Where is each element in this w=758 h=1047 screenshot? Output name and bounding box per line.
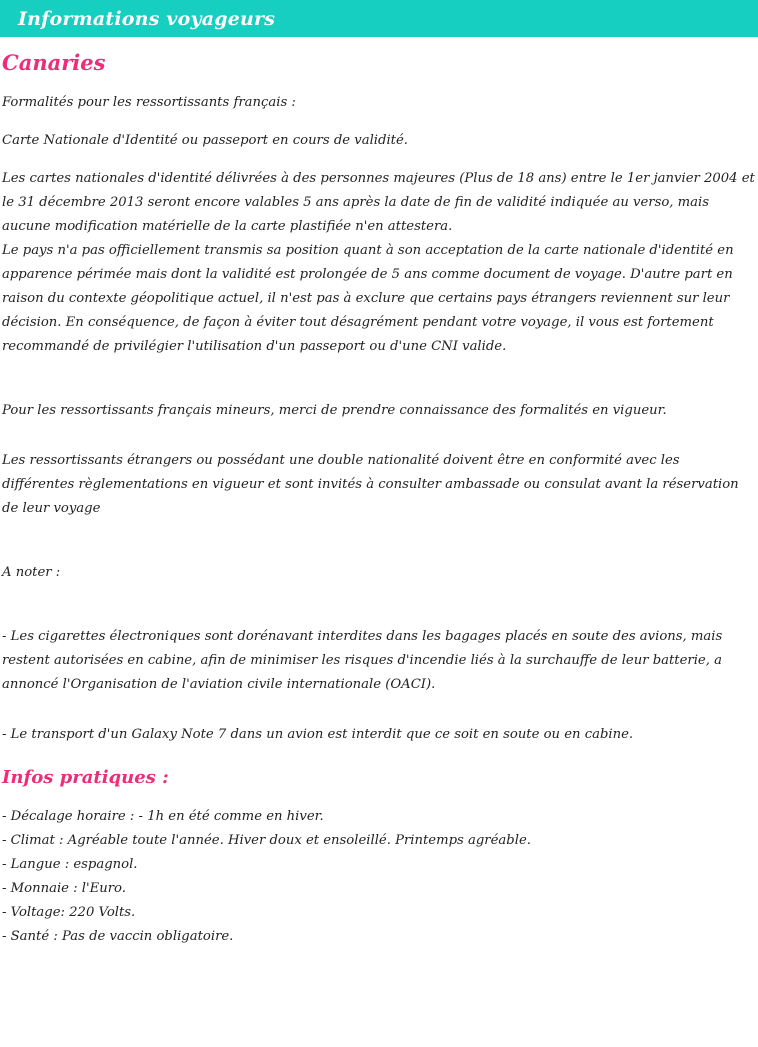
list-item: - Monnaie : l'Euro. <box>2 881 126 896</box>
page-header-title: Informations voyageurs <box>18 7 276 30</box>
practical-info-list <box>2 805 756 949</box>
list-item: - Décalage horaire : - 1h en été comme en hiver. <box>2 809 324 824</box>
formalities-document-line: Carte Nationale d'Identité ou passeport en cours de validité. <box>2 133 408 148</box>
spacer <box>2 521 756 561</box>
spacer <box>2 585 756 625</box>
spacer <box>2 77 756 91</box>
formalities-country-position: Le pays n'a pas officiellement transmis sa position quant à son acceptation de la carte nationale d'identité en apparence périmée mais dont la validité est prolongée de 5 ans comme document de voyage. D'autre part en raison du contexte géopolitique actuel, il n'est pas à exclure que certains pays étrangers reviennent sur leur décision. En conséquence, de façon à éviter tout désagrément pendant votre voyage, il vous est fortement recommandé de privilégier l'utilisation d'un passeport ou d'une CNI valide. <box>2 243 734 354</box>
formalities-foreigners: Les ressortissants étrangers ou possédant une double nationalité doivent être en conformité avec les différentes règlementations en vigueur et sont invités à consulter ambassade ou consulat avant la réservation de leur voyage <box>2 453 739 516</box>
list-item: - Langue : espagnol. <box>2 857 138 872</box>
practical-info-title: Infos pratiques : <box>2 767 169 788</box>
page-content <box>0 49 758 959</box>
note-item: - Les cigarettes électroniques sont dorénavant interdites dans les bagages placés en soute des avions, mais restent autorisées en cabine, afin de minimiser les risques d'incendie liés à la surchauffe de leur batterie, a annoncé l'Organisation de l'aviation civile internationale (OACI). <box>2 629 723 692</box>
list-item: - Voltage: 220 Volts. <box>2 905 136 920</box>
note-item: - Le transport d'un Galaxy Note 7 dans un avion est interdit que ce soit en soute ou en cabine. <box>2 727 634 742</box>
spacer <box>2 359 756 399</box>
formalities-intro: Formalités pour les ressortissants français : <box>2 95 296 110</box>
list-item: - Climat : Agréable toute l'année. Hiver doux et ensoleillé. Printemps agréable. <box>2 833 531 848</box>
formalities-id-card-validity: Les cartes nationales d'identité délivrées à des personnes majeures (Plus de 18 ans) entre le 1er janvier 2004 et le 31 décembre 2013 seront encore valables 5 ans après la date de fin de validité indiquée au verso, mais aucune modification matérielle de la carte plastifiée n'en attestera. <box>2 171 755 234</box>
notes-label: A noter : <box>2 565 61 580</box>
spacer <box>2 115 756 129</box>
spacer <box>2 791 756 805</box>
spacer <box>2 423 756 449</box>
page-header <box>0 0 758 37</box>
spacer <box>2 697 756 723</box>
spacer <box>2 153 756 167</box>
destination-title: Canaries <box>2 50 106 75</box>
formalities-minors: Pour les ressortissants français mineurs, merci de prendre connaissance des formalités en vigueur. <box>2 403 667 418</box>
list-item: - Santé : Pas de vaccin obligatoire. <box>2 929 234 944</box>
